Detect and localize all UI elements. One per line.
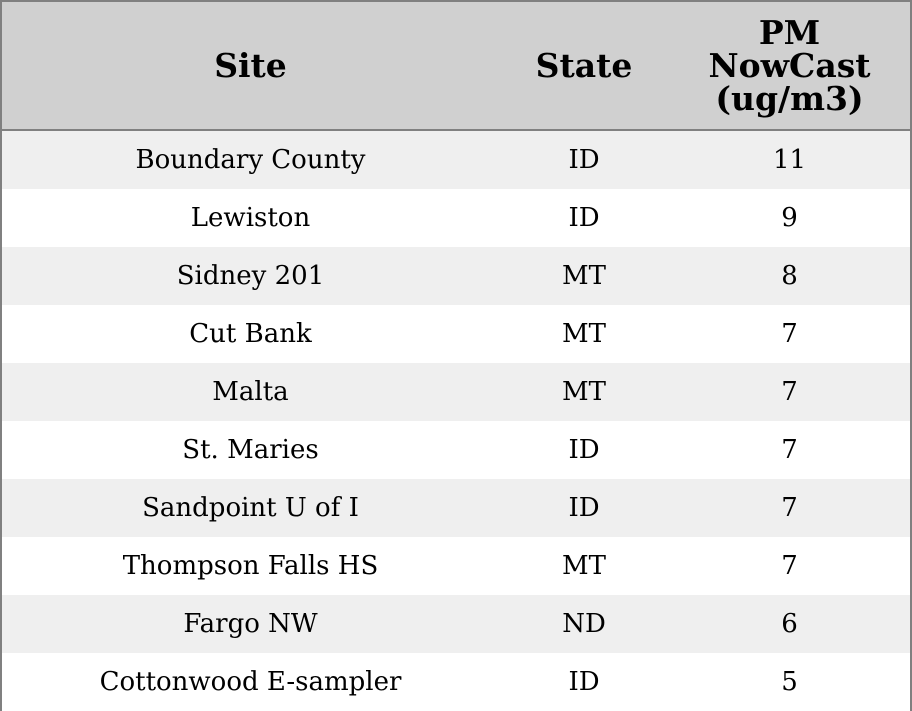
cell-state: MT [562,377,606,407]
cell-pm-nowcast: 7 [781,551,798,581]
header-cell-state [499,2,669,129]
header-label-state: State [535,46,633,85]
header-label-pm-nowcast: PM NowCast (ug/m3) [708,13,871,118]
cell-site: Thompson Falls HS [122,551,379,581]
cell-pm-nowcast: 8 [781,261,798,291]
table-row [2,595,910,653]
cell-pm-nowcast: 7 [781,319,798,349]
cell-state: ID [568,435,600,465]
cell-site: Fargo NW [183,609,318,639]
table-row [2,537,910,595]
cell-site: Sandpoint U of I [142,493,359,523]
table-row [2,189,910,247]
table-header [2,2,910,131]
table-row [2,421,910,479]
cell-pm-nowcast: 6 [781,609,798,639]
cell-site: Lewiston [190,203,311,233]
cell-pm-nowcast: 7 [781,493,798,523]
cell-pm-nowcast: 5 [781,667,798,697]
table-row [2,247,910,305]
cell-site: Cut Bank [189,319,312,349]
header-label-site: Site [214,46,287,85]
cell-pm-nowcast: 9 [781,203,798,233]
table-row [2,479,910,537]
cell-pm-nowcast: 7 [781,435,798,465]
cell-state: ID [568,667,600,697]
cell-state: MT [562,261,606,291]
cell-state: MT [562,551,606,581]
cell-site: Sidney 201 [176,261,325,291]
header-cell-site [2,2,499,129]
cell-site: Boundary County [135,145,366,175]
cell-pm-nowcast: 7 [781,377,798,407]
table-row [2,305,910,363]
cell-pm-nowcast: 11 [772,145,807,175]
cell-state: ID [568,493,600,523]
table-row [2,653,910,711]
cell-state: ND [562,609,606,639]
cell-site: St. Maries [182,435,319,465]
cell-state: ID [568,203,600,233]
cell-state: ID [568,145,600,175]
header-cell-pm-nowcast [669,2,910,129]
table-row [2,131,910,189]
cell-site: Malta [212,377,289,407]
cell-state: MT [562,319,606,349]
cell-site: Cottonwood E-sampler [99,667,402,697]
table-row [2,363,910,421]
